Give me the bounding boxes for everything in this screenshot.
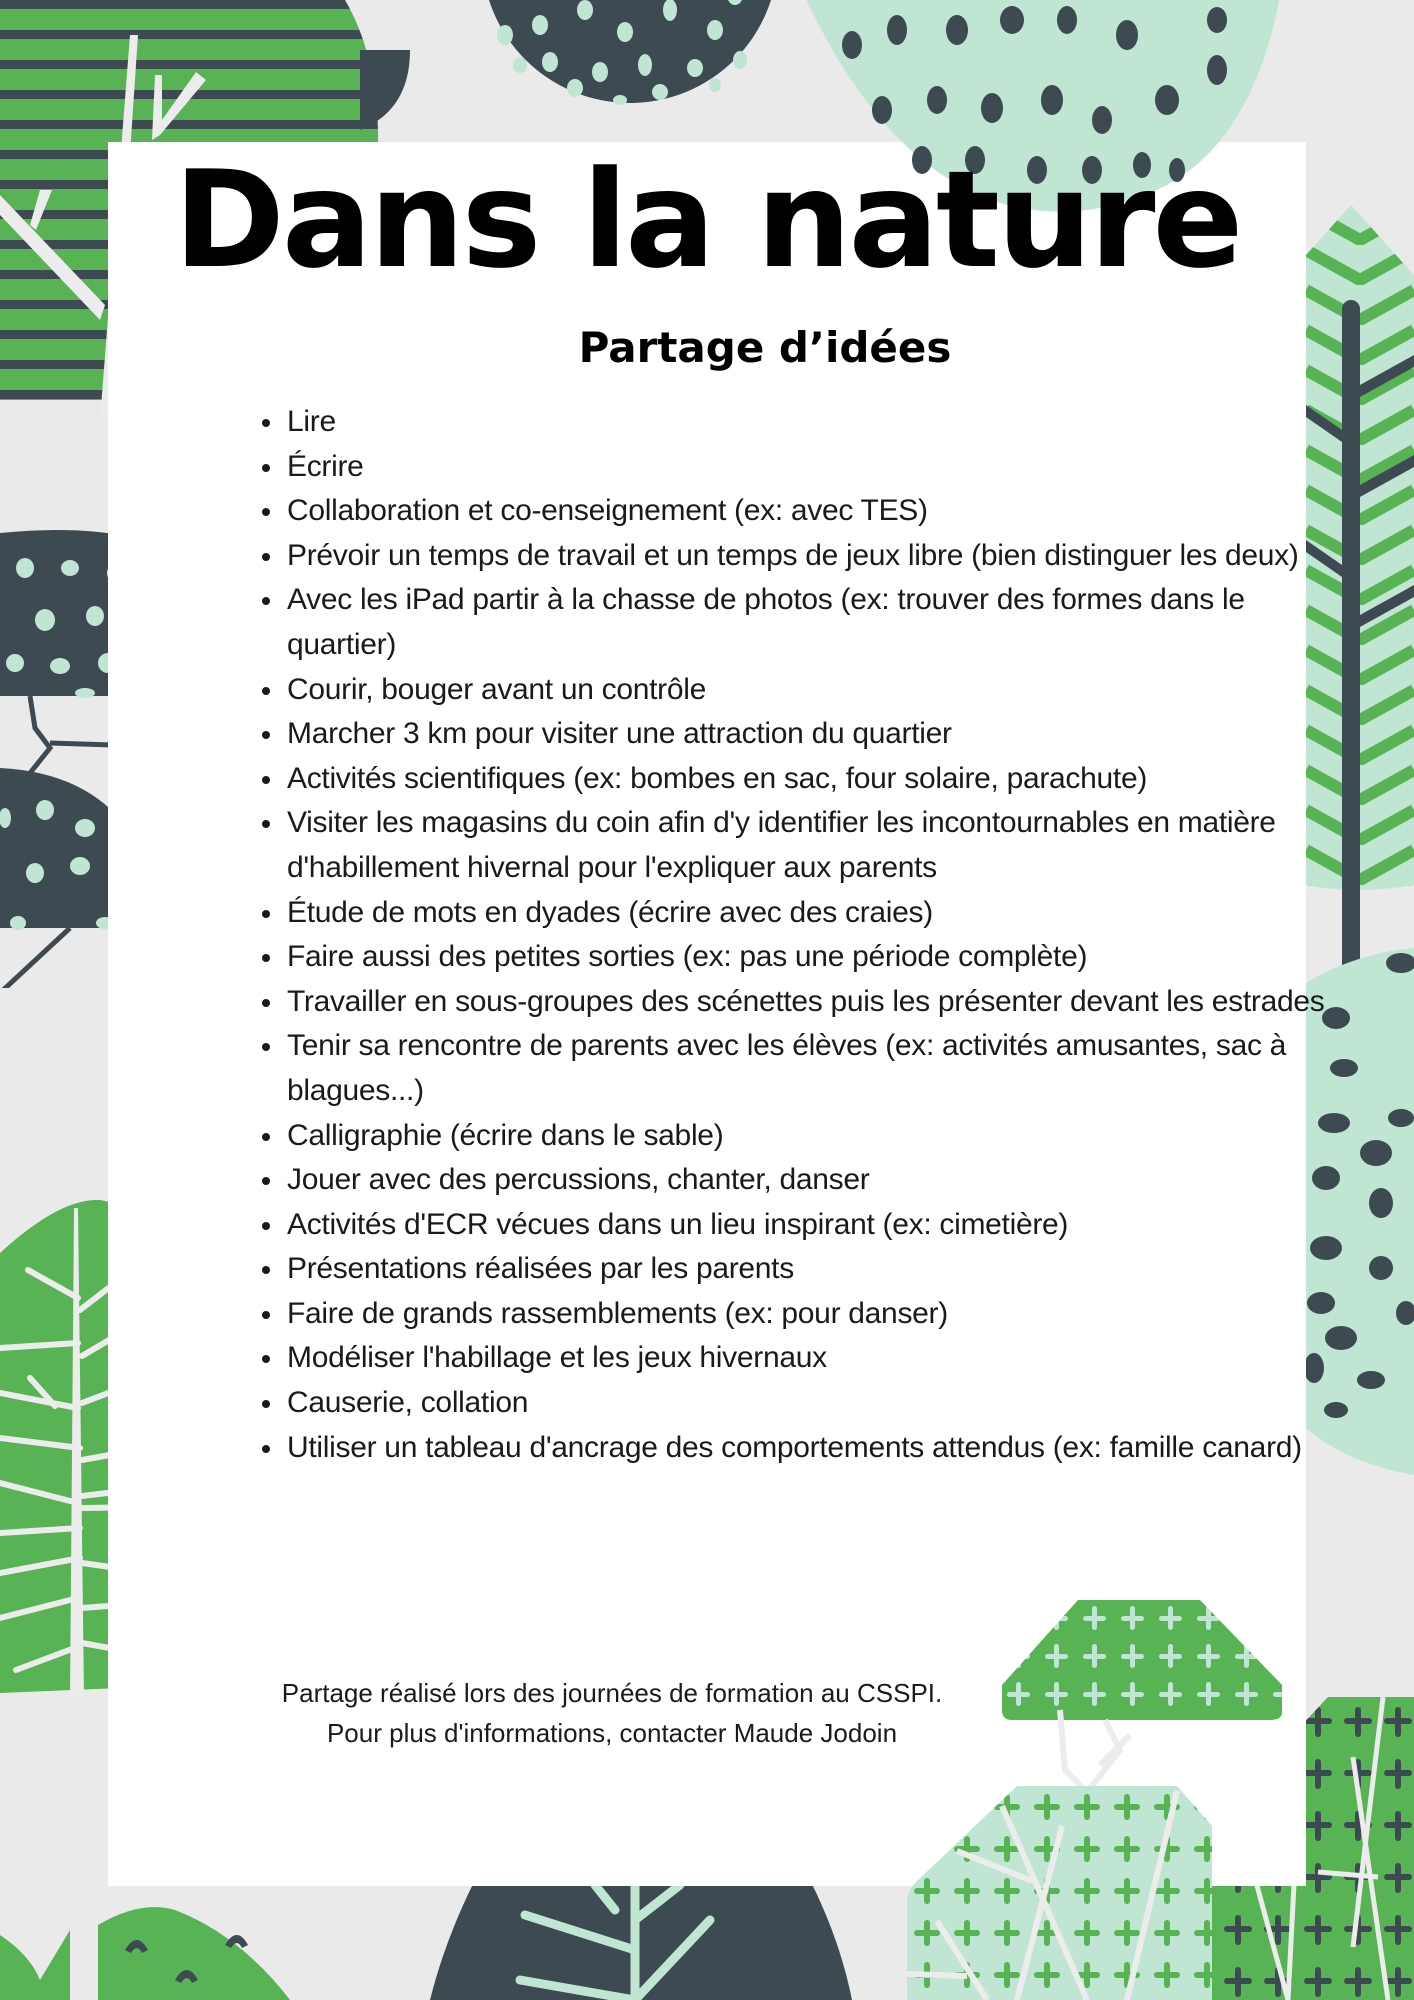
list-item: • Modéliser l'habillage et les jeux hivernaux	[285, 1336, 1351, 1381]
small-dark-semicircle-icon	[360, 50, 410, 130]
list-item: • Calligraphie (écrire dans le sable)	[285, 1114, 1351, 1159]
list-item: • Courir, bouger avant un contrôle	[285, 668, 1351, 713]
list-item: • Collaboration et co-enseignement (ex: avec TES)	[285, 489, 1351, 534]
footer-note	[200, 1673, 1024, 1753]
list-item: • Tenir sa rencontre de parents avec les élèves (ex: activités amusantes, sac à blagues...)	[285, 1024, 1351, 1113]
list-item: • Visiter les magasins du coin afin d'y identifier les incontournables en matière d'habillement hivernal pour l'expliquer aux parents	[285, 801, 1351, 890]
page-title: Dans la nature	[173, 142, 1241, 298]
mint-plus-tree-icon	[907, 1786, 1212, 2000]
list-item: • Faire aussi des petites sorties (ex: pas une période complète)	[285, 935, 1351, 980]
list-item: • Marcher 3 km pour visiter une attraction du quartier	[285, 712, 1351, 757]
footer-credit: Partage réalisé lors des journées de formation au CSSPI.	[281, 1678, 943, 1708]
list-item: • Étude de mots en dyades (écrire avec des craies)	[285, 891, 1351, 936]
list-item: • Présentations réalisées par les parents	[285, 1247, 1351, 1292]
dark-dotted-circle-icon	[480, 0, 780, 105]
list-item: • Activités scientifiques (ex: bombes en sac, four solaire, parachute)	[285, 757, 1351, 802]
list-item: • Lire	[285, 400, 1351, 445]
list-item: • Écrire	[285, 445, 1351, 490]
list-item: • Faire de grands rassemblements (ex: pour danser)	[285, 1292, 1351, 1337]
page-subtitle: Partage d’idées	[578, 323, 952, 372]
list-item: • Jouer avec des percussions, chanter, danser	[285, 1158, 1351, 1203]
green-plus-tree-icon	[1000, 1600, 1285, 1795]
green-bush-icon	[0, 1905, 300, 2000]
list-item: • Causerie, collation	[285, 1381, 1351, 1426]
dark-tree-icon	[430, 1880, 855, 2000]
list-item: • Utiliser un tableau d'ancrage des comportements attendus (ex: famille canard)	[285, 1426, 1351, 1471]
list-item: • Activités d'ECR vécues dans un lieu inspirant (ex: cimetière)	[285, 1203, 1351, 1248]
idea-list	[250, 400, 1351, 1470]
list-item: • Avec les iPad partir à la chasse de photos (ex: trouver des formes dans le quartier)	[285, 578, 1351, 667]
list-item: • Travailler en sous-groupes des scénettes puis les présenter devant les estrades	[285, 980, 1351, 1025]
list-item: • Prévoir un temps de travail et un temps de jeux libre (bien distinguer les deux)	[285, 534, 1351, 579]
footer-contact: Pour plus d'informations, contacter Maude Jodoin	[326, 1718, 898, 1748]
